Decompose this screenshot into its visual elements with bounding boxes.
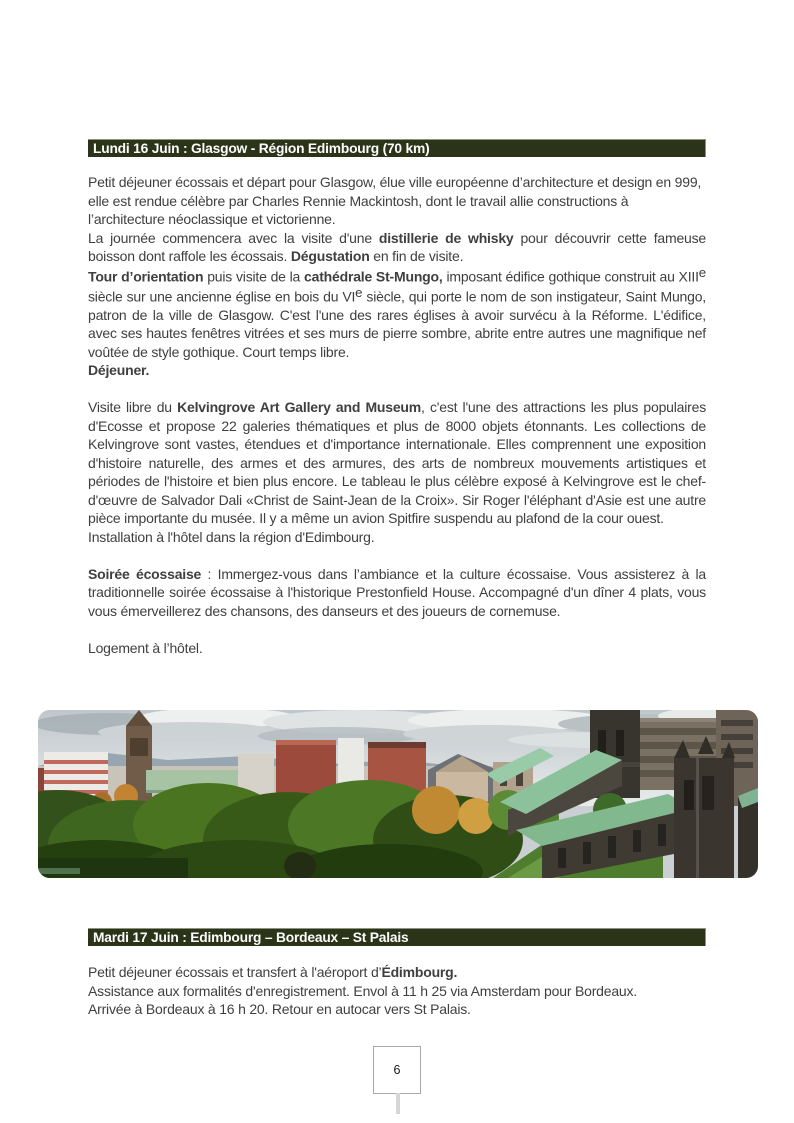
text-run: siècle, qui porte le nom de son instigateur, Saint Mungo, patron de la ville de Glasgow. C'est l'une des rares églises à avoir survécu à la Réforme. L'édifice, avec ses hautes fenêtres vitrées et ses murs de pierre sombre, abrite entre autres une magnifique nef voûtée de style gothique. Court temps libre. xyxy=(88,288,706,360)
paragraph xyxy=(88,398,706,528)
paragraph xyxy=(88,361,706,380)
bold-text-run: cathédrale St-Mungo, xyxy=(304,268,443,285)
paragraph xyxy=(88,528,706,547)
day2-body xyxy=(88,963,706,1019)
blank-line xyxy=(88,380,706,399)
text-run: Petit déjeuner écossais et départ pour Glasgow, élue ville européenne d’architecture et design en 999, elle est rendue célèbre par Charles Rennie Mackintosh, dont le travail allie constructions à l’architecture néoclassique et victorienne. xyxy=(88,174,702,227)
day2-header-text: Mardi 17 Juin : Edimbourg – Bordeaux – St Palais xyxy=(93,930,409,945)
superscript-run: e xyxy=(355,284,363,300)
bold-text-run: Édimbourg. xyxy=(381,964,458,980)
bold-text-run: Tour d’orientation xyxy=(88,268,204,285)
day1-body xyxy=(88,173,706,657)
text-run: La journée commencera avec la visite d'une xyxy=(88,229,379,246)
text-run: Logement à l’hôtel. xyxy=(88,639,203,656)
bold-text-run: Déjeuner. xyxy=(88,362,150,379)
paragraph xyxy=(88,173,706,229)
bold-text-run: Kelvingrove Art Gallery and Museum xyxy=(177,399,422,416)
glasgow-cityscape-photo xyxy=(38,710,758,878)
page-number: 6 xyxy=(393,1063,401,1077)
paragraph xyxy=(88,963,706,982)
text-run: Arrivée à Bordeaux à 16 h 20. Retour en autocar vers St Palais. xyxy=(88,1001,471,1017)
text-run: siècle sur une ancienne église en bois du VI xyxy=(88,288,356,305)
paragraph xyxy=(88,1000,706,1019)
day1-header-text: Lundi 16 Juin : Glasgow - Région Edimbourg (70 km) xyxy=(93,141,430,156)
bold-text-run: Soirée écossaise xyxy=(88,565,202,582)
text-run: en fin de visite. xyxy=(369,248,464,264)
text-run: : Immergez-vous dans l’ambiance et la culture écossaise. Vous assisterez à la traditionnelle soirée écossaise à l'historique Prestonfield House. Accompagné d'un dîner 4 plats, vous vous émerveillerez des chansons, des danseurs et des joueurs de cornemuse. xyxy=(88,565,707,619)
superscript-run: e xyxy=(698,264,706,280)
text-run: imposant édifice gothique construit au XIII xyxy=(442,268,699,285)
page-number-box xyxy=(373,1046,421,1094)
day1-header-bar xyxy=(88,139,706,157)
text-run: , c'est l'une des attractions les plus populaires d'Ecosse et propose 22 galeries thématiques et plus de 8000 objets étonnants. Les collections de Kelvingrove sont vastes, étendues et d'importance internationale. Elles comprennent une exposition d'histoire naturelle, des armes et des armures, des arts de nombreux mouvements artistiques et périodes de l'histoire et bien plus encore. Le tableau le plus célèbre exposé à Kelvingrove est le chef-d'œuvre de Salvador Dali «Christ de Saint-Jean de la Croix». Sir Roger l'éléphant d'Asie est une autre pièce importante du musée. Il y a même un avion Spitfire suspendu au plafond de la cour ouest. xyxy=(88,399,706,527)
bold-text-run: Dégustation xyxy=(290,248,370,264)
text-run: Assistance aux formalités d'enregistrement. Envol à 11 h 25 via Amsterdam pour Bordeaux. xyxy=(88,982,637,999)
paragraph xyxy=(88,639,706,658)
blank-line xyxy=(88,546,706,565)
paragraph xyxy=(88,982,706,1001)
glasgow-photo-illustration xyxy=(38,710,758,878)
day2-header-bar xyxy=(88,928,706,946)
text-run: Visite libre du xyxy=(88,399,178,416)
page-number-anchor-line xyxy=(396,1093,400,1114)
text-run: Petit déjeuner écossais et transfert à l'aéroport d’ xyxy=(88,964,382,980)
bold-text-run: distillerie de whisky xyxy=(378,229,514,246)
paragraph xyxy=(88,266,706,362)
blank-line xyxy=(88,620,706,639)
text-run: Installation à l'hôtel dans la région d'Edimbourg. xyxy=(88,528,375,545)
text-run: puis visite de la xyxy=(203,268,305,285)
text-run: pour découvrir cette fameuse boisson dont raffole les écossais. xyxy=(88,229,706,264)
paragraph xyxy=(88,565,706,621)
paragraph xyxy=(88,229,706,266)
